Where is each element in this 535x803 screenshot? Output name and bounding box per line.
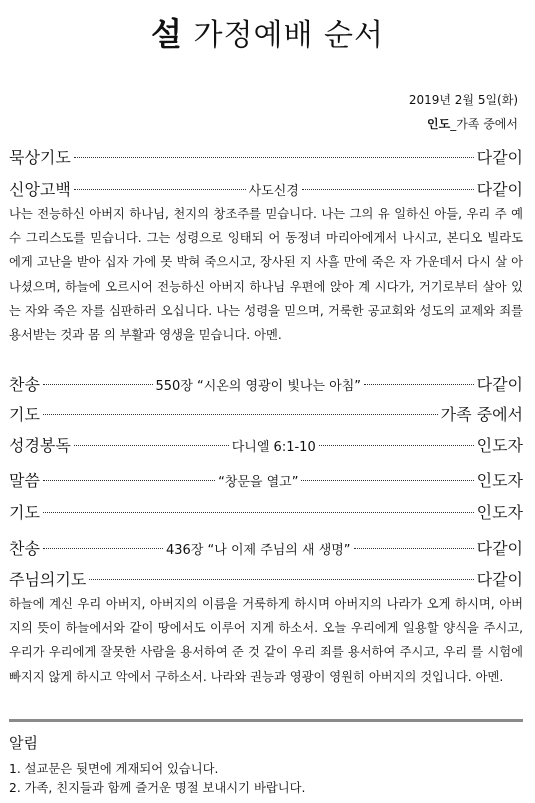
leader-info (427, 116, 518, 132)
title-seol-logo: 설 (151, 15, 183, 53)
order-label: 찬송 (9, 375, 40, 394)
title-text: 가정예배 순서 (193, 18, 384, 53)
order-content: 436장 “나 이제 주님의 새 생명” (166, 543, 351, 558)
order-performer: 인도자 (476, 436, 524, 455)
order-row-hymn-1 (9, 372, 523, 398)
notice-item: 1. 설교문은 뒷면에 게재되어 있습니다. (9, 762, 219, 776)
order-performer: 다같이 (476, 148, 523, 167)
order-content: 550장 “시온의 영광이 빛나는 아침” (155, 379, 362, 394)
notice-item: 2. 가족, 친지들과 함께 즐거운 명절 보내시기 바랍니다. (9, 781, 306, 795)
order-performer: 다같이 (476, 539, 524, 558)
order-content: “창문을 열고” (218, 475, 299, 490)
dot-leader (43, 512, 474, 513)
order-label: 주님의기도 (9, 570, 87, 589)
dot-leader (301, 480, 473, 481)
dot-leader (74, 189, 246, 190)
dot-leader (89, 579, 473, 580)
order-row-scripture (9, 433, 523, 459)
order-performer: 다같이 (476, 570, 523, 589)
order-label: 찬송 (9, 539, 40, 558)
order-row-confession (9, 177, 523, 203)
lords-prayer-text: 하늘에 계신 우리 아버지, 아버지의 이름을 거룩하게 하시며 아버지의 나라가 오게 하시며, 아버지의 뜻이 하늘에서와 같이 땅에서도 이루어 지게 하소서. 오늘 우리에게 일용할 양식을 주시고, 우리가 우리에게 잘못한 사람을 용서하여 준 것 같이 우리 죄를 용서하여 주시고, 우리 를 시험에 빠지지 않게 하시고 악에서 구하소서. 나라와 권능과 영광이 영원히 아버지의 것입니다. 아멘. (9, 597, 523, 684)
order-row-hymn-2 (9, 536, 523, 562)
leader-separator: _ (450, 117, 457, 131)
dot-leader (319, 445, 474, 446)
dot-leader (354, 548, 474, 549)
order-performer: 인도자 (476, 503, 523, 522)
order-label: 기도 (9, 503, 40, 522)
dot-leader (43, 384, 153, 385)
order-row-silent-prayer (9, 145, 523, 171)
order-label: 묵상기도 (9, 148, 71, 167)
dot-leader (43, 480, 215, 481)
order-label: 말씀 (9, 471, 40, 490)
order-content: 사도신경 (248, 184, 299, 199)
order-row-prayer-leader (9, 500, 523, 526)
section-divider (9, 719, 523, 722)
order-row-sermon (9, 468, 523, 494)
notice-title: 알림 (9, 734, 38, 752)
leader-value: 가족 중에서 (456, 117, 518, 131)
leader-label: 인도 (427, 117, 451, 131)
dot-leader (74, 445, 229, 446)
page-title (0, 14, 535, 56)
dot-leader (43, 414, 438, 415)
dot-leader (74, 157, 474, 158)
order-content: 다니엘 6:1-10 (231, 440, 316, 455)
order-label: 성경봉독 (9, 436, 71, 455)
dot-leader (364, 384, 474, 385)
order-performer: 다같이 (476, 180, 523, 199)
order-performer: 인도자 (476, 471, 524, 490)
order-performer: 가족 중에서 (440, 405, 523, 424)
apostles-creed-text: 나는 전능하신 아버지 하나님, 천지의 창조주를 믿습니다. 나는 그의 유 일하신 아들, 우리 주 예수 그리스도를 믿습니다. 그는 성령으로 잉태되 어 동정녀 마리아에게서 나시고, 본디오 빌라도에게 고난을 받아 십자 가에 못 박혀 죽으시고, 장사된 지 사흘 만에 죽은 자 가운데서 다시 살 아나셨으며, 하늘에 오르시어 전능하신 아버지 하나님 우편에 앉아 계 시다가, 거기로부터 살아 있는 자와 죽은 자를 심판하러 오십니다. 나는 성령을 믿으며, 거룩한 공교회와 성도의 교제와 죄를 용서받는 것과 몸 의 부활과 영생을 믿습니다. 아멘. (9, 207, 523, 343)
order-label: 기도 (9, 405, 40, 424)
order-label: 신앙고백 (9, 180, 71, 199)
order-row-lords-prayer (9, 567, 523, 593)
service-date: 2019년 2월 5일(화) (408, 93, 518, 107)
order-row-prayer-family (9, 402, 523, 428)
dot-leader (43, 548, 163, 549)
order-performer: 다같이 (476, 375, 523, 394)
dot-leader (302, 189, 474, 190)
